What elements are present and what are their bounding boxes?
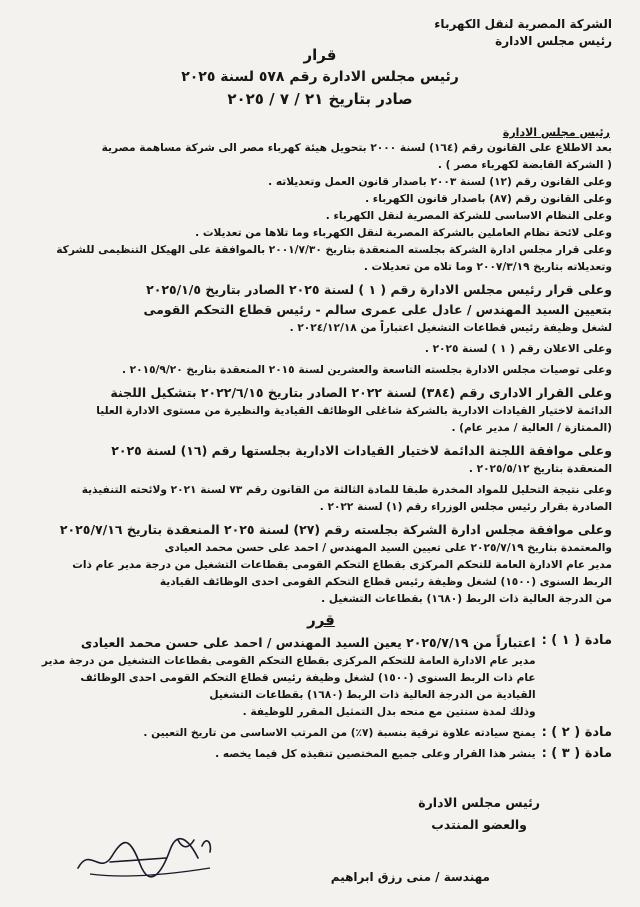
article-line: عام ذات الربط السنوى (١٥٠٠) لشغل وظيفة رئيس قطاع التحكم القومى احدى الوظائف: [80, 672, 536, 684]
preamble-line: المنعقدة بتاريخ ٢٠٢٥/٥/١٢ .: [468, 463, 612, 475]
decree-title-block: [0, 44, 640, 110]
preamble-line: وعلى النظام الاساسى للشركة المصرية لنقل الكهرباء .: [325, 210, 612, 222]
article-text: [30, 633, 536, 721]
preamble-line: لشغل وظيفة رئيس قطاعات التشغيل اعتباراً من ٢٠٢٤/١٢/١٨ .: [289, 322, 612, 334]
signer-name: مهندسة / منى رزق ابراهيم: [330, 870, 490, 884]
preamble-line: وعلى قرار مجلس ادارة الشركة بجلسته المنعقدة بتاريخ ٢٠٠١/٧/٣٠ بالموافقة على الهيكل التنظيمى للشركة: [56, 244, 612, 256]
preamble-line: الدائمة لاختيار القيادات الادارية بالشركة شاغلى الوظائف القيادية والنظيرة من مستوى الادارة العليا: [96, 405, 612, 417]
decree-body: [30, 140, 612, 763]
preamble-line: وتعديلاته بتاريخ ٢٠٠٧/٣/١٩ وما تلاه من تعديلات .: [363, 261, 612, 273]
preamble: [30, 140, 612, 607]
article-line: القيادية من الدرجة العالية ذات الربط (١٦٨٠) بقطاعات التشغيل: [209, 689, 536, 701]
article-3: [30, 746, 612, 763]
article-line: مدير عام الادارة العامة للتحكم المركزى بقطاع التحكم القومى بقطاعات التشغيل من درجة مدير: [41, 655, 536, 667]
preamble-line: الصادرة بقرار رئيس مجلس الوزراء رقم (١) لسنة ٢٠٢٢ .: [319, 501, 612, 513]
handwritten-signature: [70, 828, 220, 880]
preamble-line: ( الشركة القابضة لكهرباء مصر ) .: [437, 159, 612, 171]
article-text: [30, 725, 536, 742]
article-label: مادة ( ١ ) :: [541, 633, 612, 648]
decision-heading: قرر: [307, 611, 335, 629]
company-name: الشركة المصرية لنقل الكهرباء: [434, 17, 612, 31]
article-2: [30, 725, 612, 742]
preamble-line: وعلى القرار الادارى رقم (٣٨٤) لسنة ٢٠٢٢ الصادر بتاريخ ٢٠٢٢/٦/١٥ بتشكيل اللجنة: [110, 385, 612, 400]
article-line: ينشر هذا القرار وعلى جميع المختصين تنفيذه كل فيما يخصه .: [215, 748, 536, 760]
preamble-line: من الدرجة العالية ذات الربط (١٦٨٠) بقطاعات التشغيل .: [321, 593, 612, 605]
preamble-line: مدير عام الادارة العامة للتحكم المركزى بقطاع التحكم القومى بقطاعات التشغيل من درجة مدير عام ذات: [72, 559, 612, 571]
preamble-line: وعلى القانون رقم (١٢) لسنة ٢٠٠٣ باصدار قانون العمل وتعديلاته .: [268, 176, 612, 188]
article-text: [30, 746, 536, 763]
decree-date: صادر بتاريخ ٢١ / ٧ / ٢٠٢٥: [227, 90, 413, 108]
department-name: رئيس مجلس الادارة: [495, 34, 612, 48]
preamble-line: وعلى موافقة مجلس ادارة الشركة بجلسته رقم (٢٧) لسنة ٢٠٢٥ المنعقدة بتاريخ ٢٠٢٥/٧/١٦: [59, 522, 612, 537]
article-1: [30, 633, 612, 721]
preamble-line: وعلى قرار رئيس مجلس الادارة رقم ( ١ ) لسنة ٢٠٢٥ الصادر بتاريخ ٢٠٢٥/١/٥: [146, 282, 612, 297]
preamble-line: (الممتازة / العالية / مدير عام) .: [451, 422, 612, 434]
article-line: وذلك لمدة سنتين مع منحه بدل التمثيل المقرر للوظيفة .: [242, 706, 536, 718]
article-line: اعتباراً من ٢٠٢٥/٧/١٩ يعين السيد المهندس / احمد على حسن محمد العيادى: [80, 635, 536, 650]
signer-title: رئيس مجلس الادارة: [418, 795, 540, 810]
preamble-line: وعلى الاعلان رقم ( ١ ) لسنة ٢٠٢٥ .: [424, 343, 612, 355]
preamble-line: وعلى موافقة اللجنة الدائمة لاختيار القيادات الادارية بجلستها رقم (١٦) لسنة ٢٠٢٥: [111, 443, 612, 458]
preamble-line: وعلى القانون رقم (٨٧) باصدار قانون الكهرباء .: [365, 193, 612, 205]
preamble-line: وعلى لائحة نظام العاملين بالشركة المصرية لنقل الكهرباء وما تلاها من تعديلات .: [195, 227, 612, 239]
signature-block: [418, 792, 540, 836]
preamble-line: بتعيين السيد المهندس / عادل على عمرى سالم - رئيس قطاع التحكم القومى: [143, 302, 612, 317]
signer-title-2: والعضو المنتدب: [431, 817, 527, 832]
article-line: يمنح سيادته علاوة ترقية بنسبة (٧٪) من المرتب الاساسى من تاريخ التعيين .: [143, 727, 536, 739]
preamble-line: وعلى توصيات مجلس الادارة بجلسته التاسعة والعشرين لسنة ٢٠١٥ المنعقدة بتاريخ ٢٠١٥/٩/٢٠ .: [121, 364, 612, 376]
issuer-label: رئيس مجلس الادارة: [502, 126, 610, 139]
preamble-line: والمعتمدة بتاريخ ٢٠٢٥/٧/١٩ على تعيين السيد المهندس / احمد على حسن محمد العيادى: [164, 542, 612, 554]
preamble-line: بعد الاطلاع على القانون رقم (١٦٤) لسنة ٢٠٠٠ بتحويل هيئة كهرباء مصر الى شركة مساهمة مصرية: [101, 142, 612, 154]
preamble-line: الربط السنوى (١٥٠٠) لشغل وظيفة رئيس قطاع التحكم القومى احدى الوظائف القيادية: [159, 576, 612, 588]
decree-word: قرار: [303, 46, 337, 64]
article-label: مادة ( ٣ ) :: [541, 746, 612, 761]
preamble-line: وعلى نتيجة التحليل للمواد المخدرة طبقا للمادة الثالثة من القانون رقم ٧٣ لسنة ٢٠٢١ ولائحته التنفيذية: [81, 484, 612, 496]
decree-number: رئيس مجلس الادارة رقم ٥٧٨ لسنة ٢٠٢٥: [181, 69, 459, 85]
article-label: مادة ( ٢ ) :: [541, 725, 612, 740]
